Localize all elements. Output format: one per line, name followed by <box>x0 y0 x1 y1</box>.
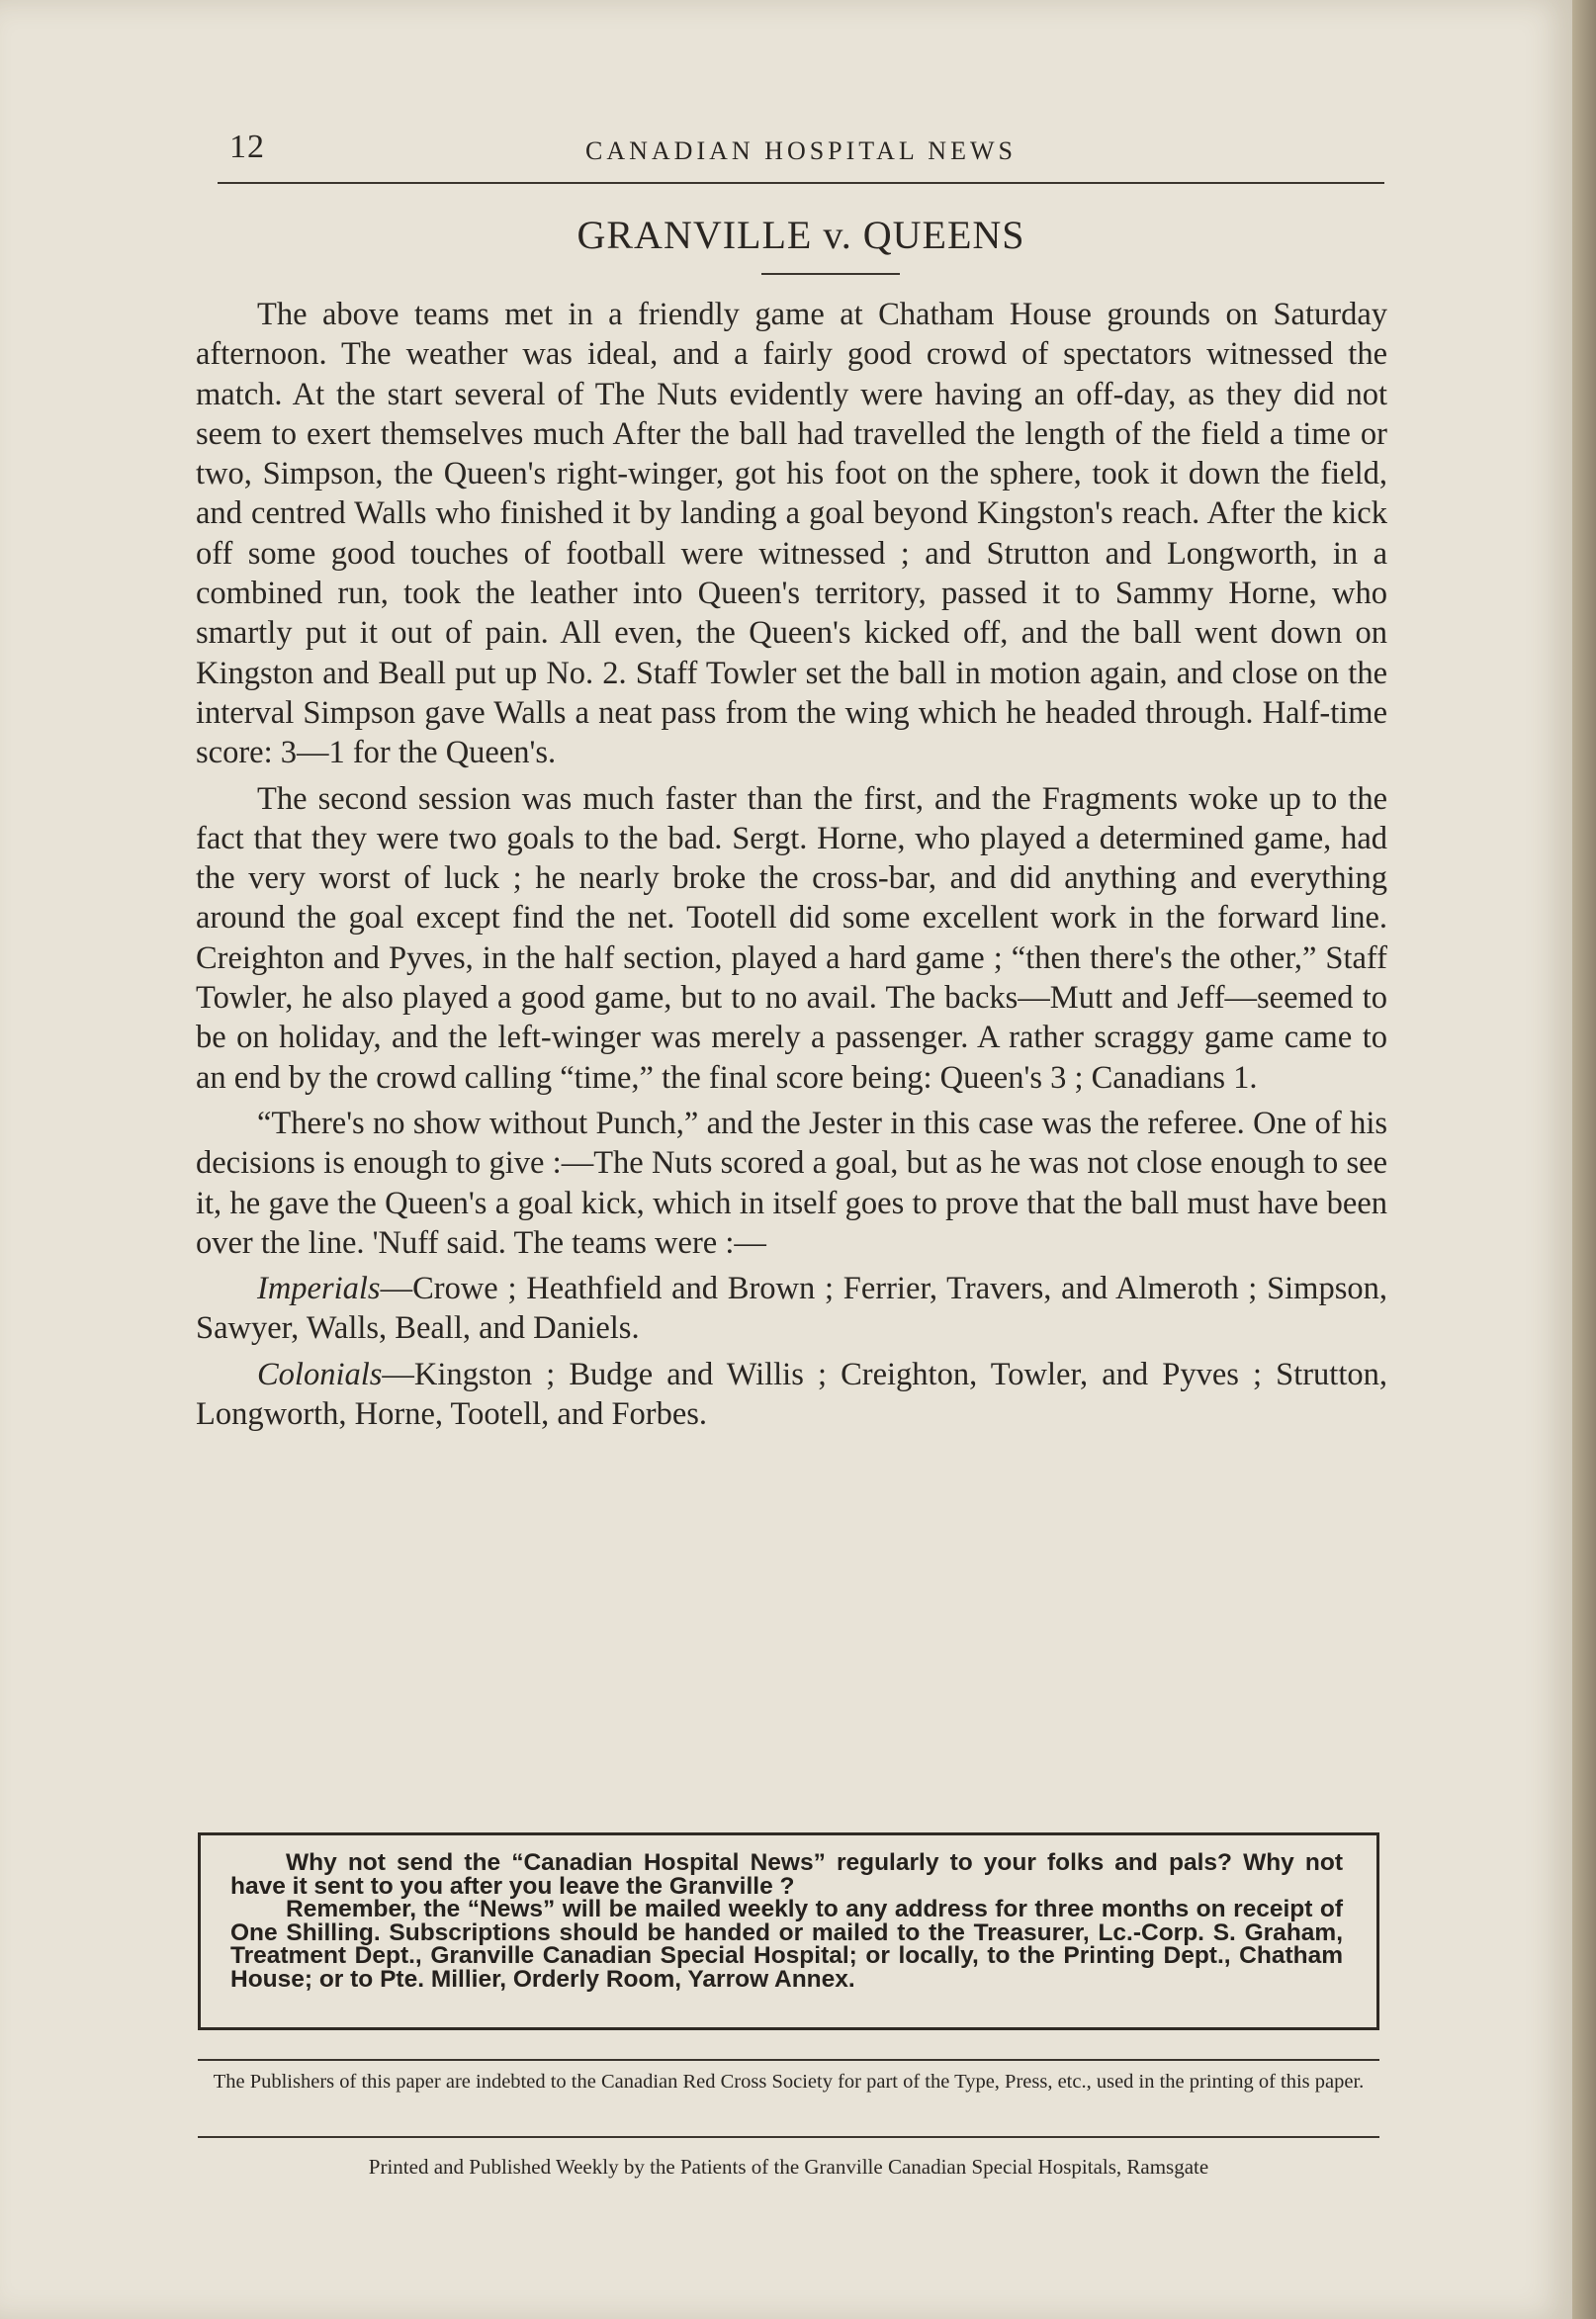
subscription-notice <box>198 1832 1379 2030</box>
running-head: CANADIAN HOSPITAL NEWS <box>585 136 1017 165</box>
publishers-note: The Publishers of this paper are indebted to the Canadian Red Cross Society for part of the Type, Press, etc., used in the printing of this paper. <box>213 2071 1365 2093</box>
title-underline <box>761 273 900 275</box>
page-header <box>218 129 1384 178</box>
article-title: GRANVILLE v. QUEENS <box>576 213 1025 257</box>
imperials-label: Imperials <box>257 1271 381 1307</box>
article-paragraph: “There's no show without Punch,” and the Jester in this case was the referee. One of his decisions is enough to give :—The Nuts scored a goal, but as he was not close enough to see it, he gave the Queen's a goal kick, which in itself goes to prove that the ball must have been over the line. 'Nuff said. The teams were :— <box>196 1105 1387 1261</box>
colonials-players: —Kingston ; Budge and Willis ; Creighton, Towler, and Pyves ; Strutton, Longworth, Horne, Tootell, and Forbes. <box>196 1356 1387 1433</box>
article-body <box>196 295 1387 1434</box>
imprint-line: Printed and Published Weekly by the Patients of the Granville Canadian Special Hospitals, Ramsgate <box>368 2155 1209 2179</box>
page-number: 12 <box>229 129 265 165</box>
notice-paragraph: Why not send the “Canadian Hospital News” regularly to your folks and pals? Why not have it sent to you after you leave the Granville ? <box>230 1849 1343 1900</box>
footer-rule <box>198 2136 1379 2138</box>
notice-paragraph: Remember, the “News” will be mailed weekly to any address for three months on receipt of One Shilling. Subscriptions should be handed or mailed to the Treasurer, Lc.-Corp. S. Graham, Treatment Dept., Granville Canadian Special Hospital; or locally, to the Printing Dept., Chatham House; or to Pte. Millier, Orderly Room, Yarrow Annex. <box>230 1896 1343 1993</box>
imperials-lineup <box>196 1269 1387 1349</box>
colonials-lineup <box>196 1355 1387 1435</box>
notice-text <box>230 1851 1343 1991</box>
colonials-label: Colonials <box>257 1356 383 1392</box>
article-paragraph: The above teams met in a friendly game at Chatham House grounds on Saturday afternoon. The weather was ideal, and a fairly good crowd of spectators witnessed the match. At the start several of The Nuts evidently were having an off-day, as they did not seem to exert themselves much After the ball had travelled the length of the field a time or two, Simpson, the Queen's right-winger, got his foot on the sphere, took it down the field, and centred Walls who finished it by landing a goal beyond Kingston's reach. After the kick off some good touches of football were witnessed ; and Strutton and Longworth, in a combined run, took the leather into Queen's territory, passed it to Sammy Horne, who smartly put it out of pain. All even, the Queen's kicked off, and the ball went down on Kingston and Beall put up No. 2. Staff Towler set the ball in motion again, and close on the interval Simpson gave Walls a neat pass from the wing which he headed through. Half-time score: 3—1 for the Queen's. <box>196 297 1387 771</box>
header-rule <box>218 182 1384 184</box>
footer-rule <box>198 2059 1379 2061</box>
imperials-players: —Crowe ; Heathfield and Brown ; Ferrier, Travers, and Almeroth ; Simpson, Sawyer, Walls, Beall, and Daniels. <box>196 1271 1387 1347</box>
page-edge <box>1572 0 1596 2319</box>
article-paragraph: The second session was much faster than the first, and the Fragments woke up to the fact that they were two goals to the bad. Sergt. Horne, who played a determined game, had the very worst of luck ; he nearly broke the cross-bar, and did anything and everything around the goal except find the net. Tootell did some excellent work in the forward line. Creighton and Pyves, in the half section, played a hard game ; “then there's the other,” Staff Towler, he also played a good game, but to no avail. The backs—Mutt and Jeff—seemed to be on holiday, and the left-winger was merely a passenger. A rather scraggy game came to an end by the crowd calling “time,” the final score being: Queen's 3 ; Canadians 1. <box>196 780 1387 1096</box>
